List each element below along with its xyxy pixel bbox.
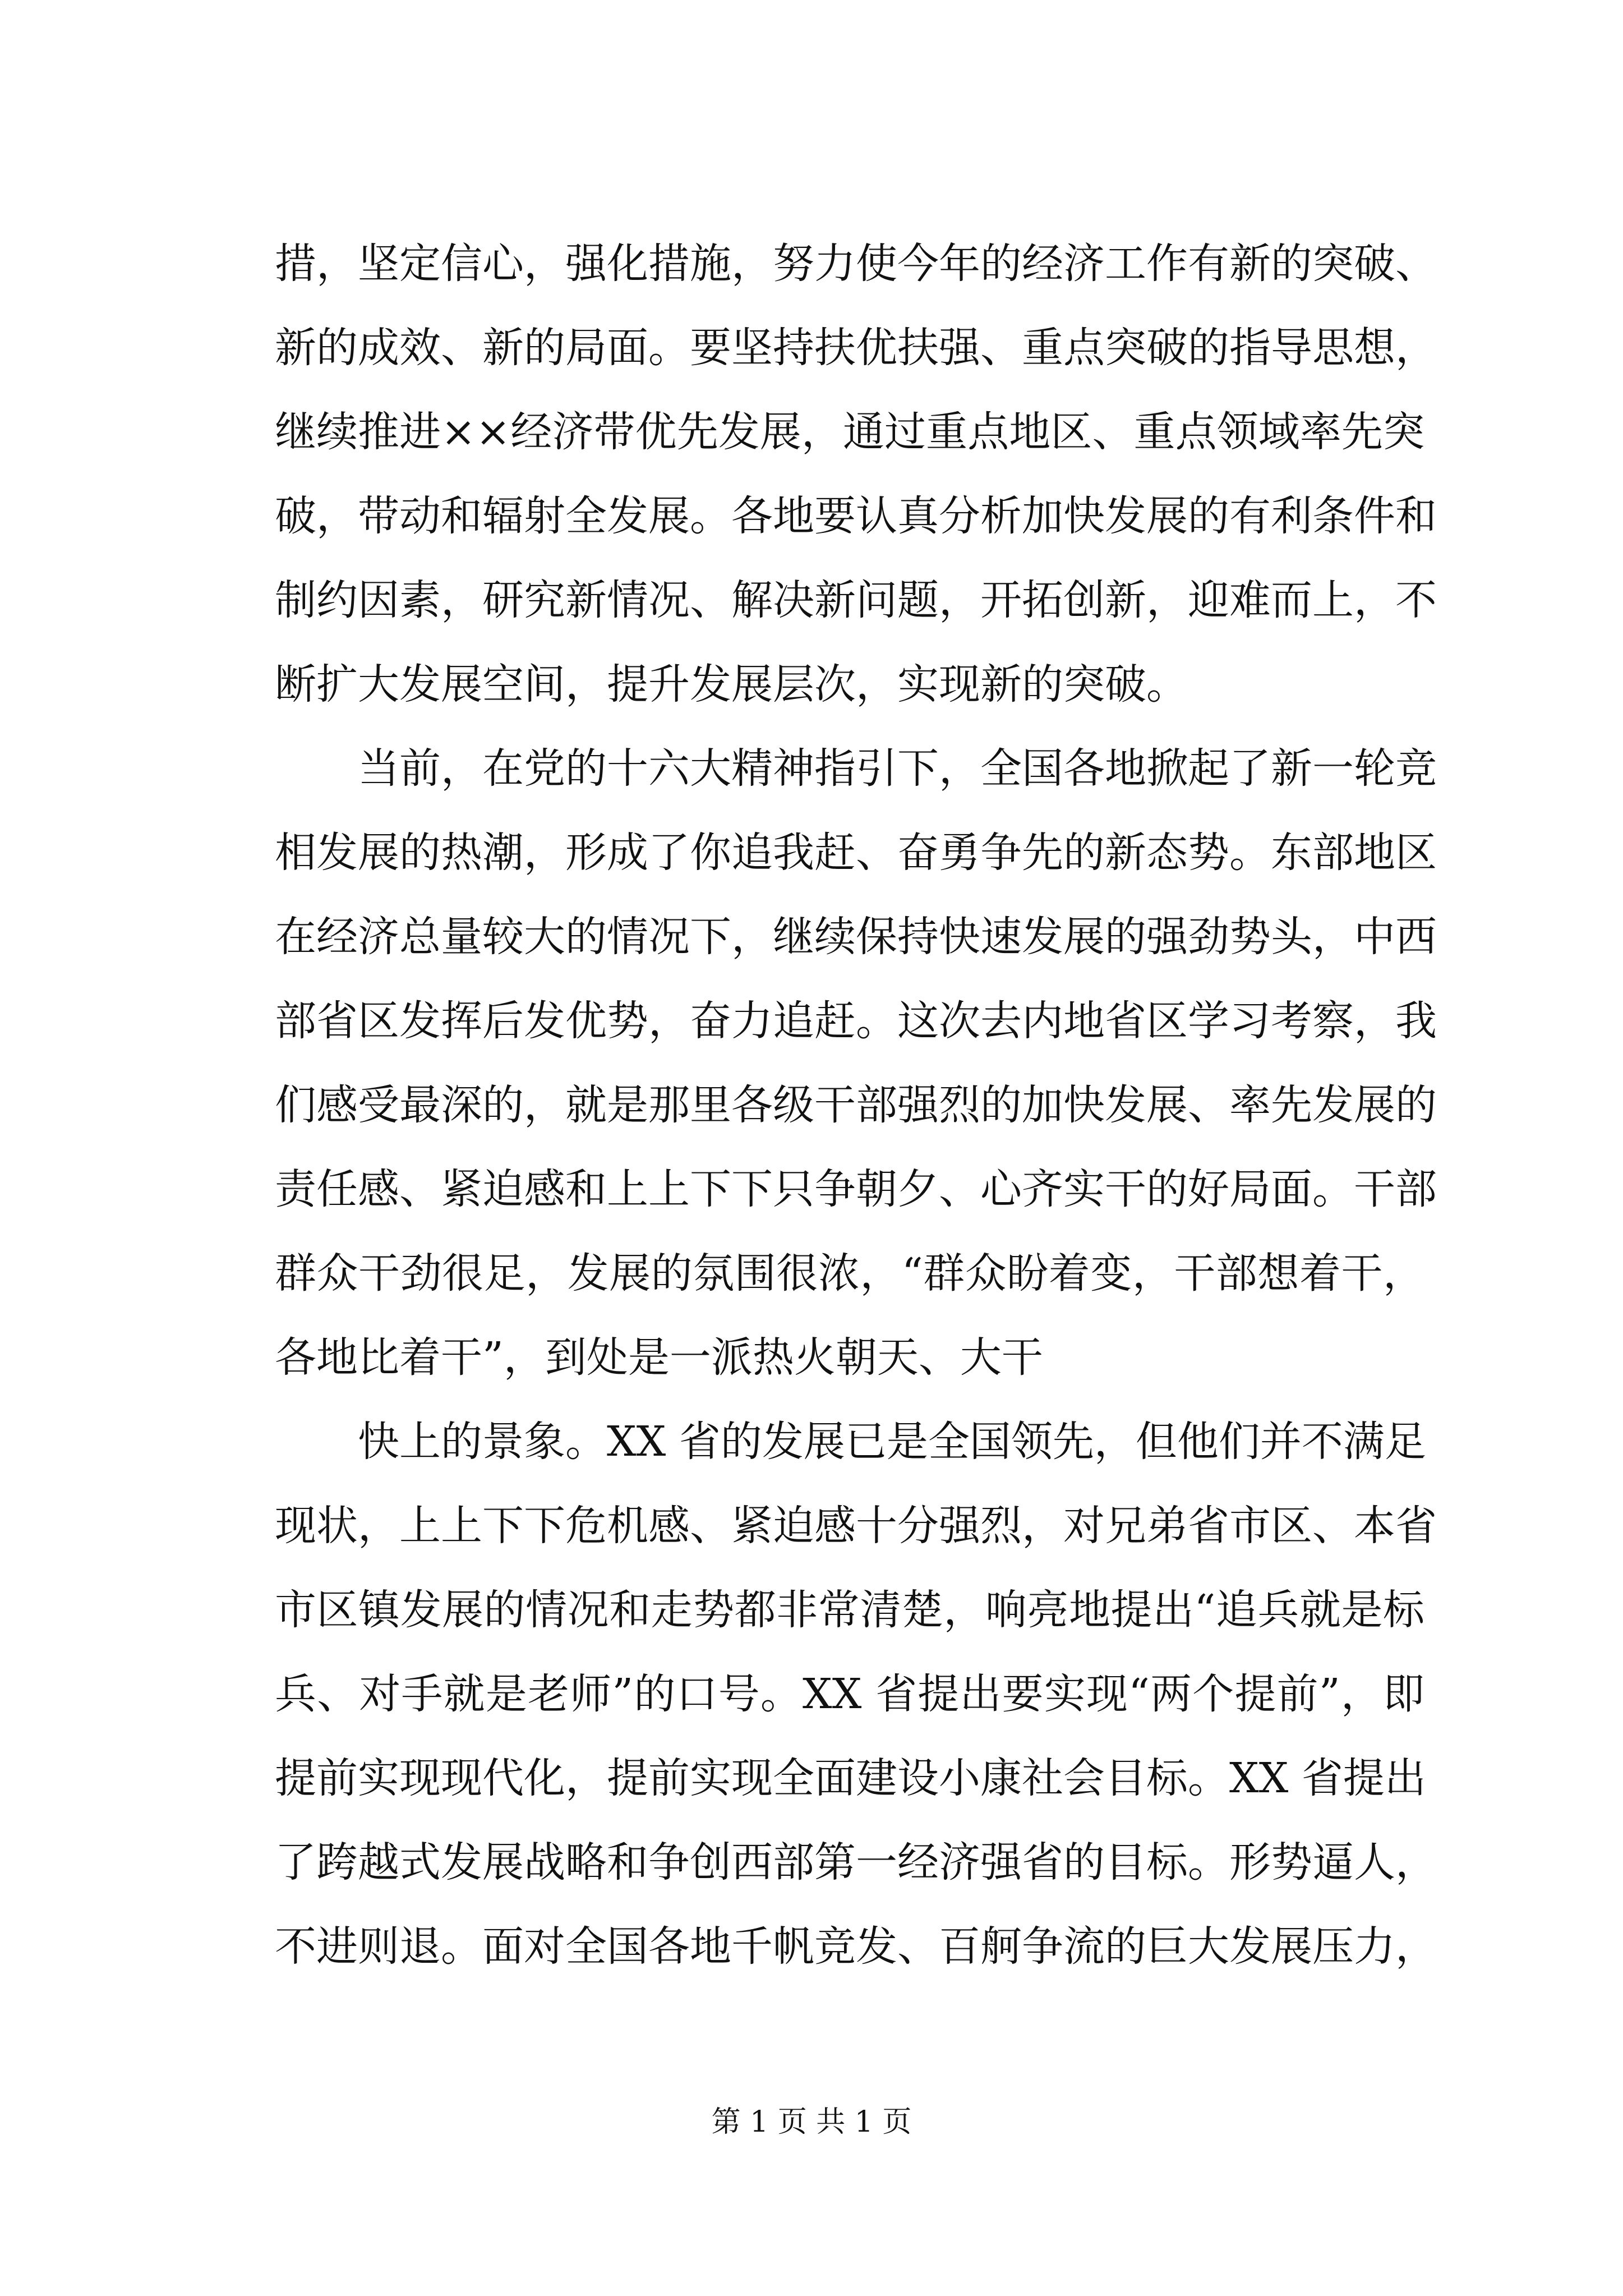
text-line: 部省区发挥后发优势，奋力追赶。这次去内地省区学习考察，我 — [275, 997, 1437, 1045]
page-footer — [0, 2102, 1623, 2142]
text-line: 市区镇发展的情况和走势都非常清楚，响亮地提出“追兵就是标 — [275, 1586, 1424, 1634]
text-line: 相发展的热潮，形成了你追我赶、奋勇争先的新态势。东部地区 — [275, 829, 1437, 877]
text-line: 继续推进××经济带优先发展，通过重点地区、重点领域率先突 — [275, 408, 1424, 456]
text-line: 了跨越式发展战略和争创西部第一经济强省的目标。形势逼人， — [275, 1838, 1437, 1887]
text-line: 群众干劲很足，发展的氛围很浓，“群众盼着变，干部想着干， — [275, 1249, 1424, 1297]
text-line: 新的成效、新的局面。要坚持扶优扶强、重点突破的指导思想， — [275, 324, 1437, 372]
text-line: 责任感、紧迫感和上上下下只争朝夕、心齐实干的好局面。干部 — [275, 1165, 1437, 1213]
document-body — [275, 222, 1437, 1989]
text-line: 各地比着干”，到处是一派热火朝天、大干 — [275, 1333, 1043, 1382]
text-line: 现状，上上下下危机感、紧迫感十分强烈，对兄弟省市区、本省 — [275, 1502, 1437, 1550]
text-line: 断扩大发展空间，提升发展层次，实现新的突破。 — [275, 660, 1188, 708]
text-line: 当前，在党的十六大精神指引下，全国各地掀起了新一轮竞 — [358, 744, 1437, 793]
text-line: 快上的景象。XX 省的发展已是全国领先，但他们并不满足 — [358, 1418, 1426, 1466]
text-line: 提前实现现代化，提前实现全面建设小康社会目标。XX 省提出 — [275, 1754, 1426, 1802]
page-number-label: 第 1 页 共 1 页 — [711, 2105, 912, 2139]
text-line: 破，带动和辐射全发展。各地要认真分析加快发展的有利条件和 — [275, 492, 1437, 540]
text-line: 措，坚定信心，强化措施，努力使今年的经济工作有新的突破、 — [275, 240, 1437, 288]
text-line: 在经济总量较大的情况下，继续保持快速发展的强劲势头，中西 — [275, 913, 1437, 961]
text-line: 兵、对手就是老师”的口号。XX 省提出要实现“两个提前”，即 — [275, 1670, 1424, 1718]
text-line: 制约因素，研究新情况、解决新问题，开拓创新，迎难而上，不 — [275, 576, 1437, 624]
text-line: 不进则退。面对全国各地千帆竞发、百舸争流的巨大发展压力， — [275, 1922, 1437, 1971]
text-line: 们感受最深的，就是那里各级干部强烈的加快发展、率先发展的 — [275, 1081, 1437, 1129]
